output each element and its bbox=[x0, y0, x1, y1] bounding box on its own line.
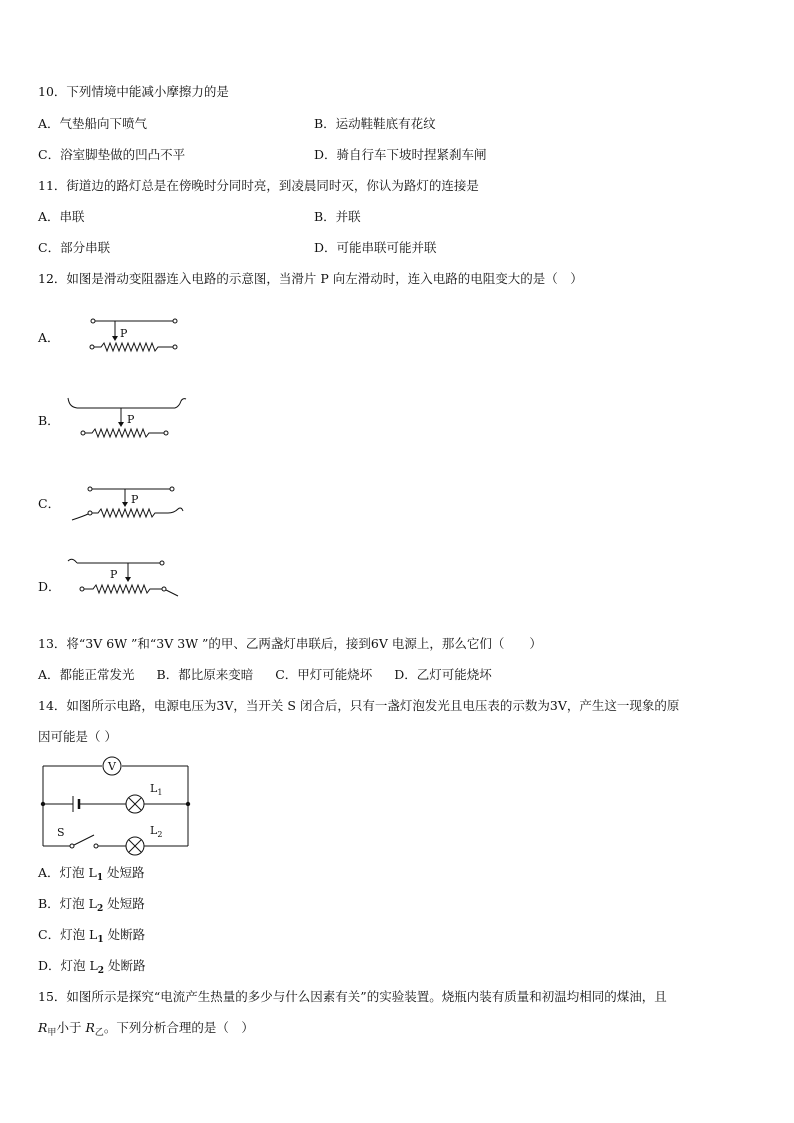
q12-rheostat-b-figure bbox=[66, 396, 191, 444]
terminal bbox=[173, 319, 177, 323]
q13-stem: 13．将“3V 6W ”和“3V 3W ”的甲、乙两盏灯串联后，接到6V 电源上，那么它们（ ） bbox=[38, 636, 542, 651]
q14-option-c[interactable]: C．灯泡 $L_1$ 处断路 bbox=[38, 927, 146, 945]
lamp-l2-label: $L_2$ bbox=[150, 824, 163, 839]
lead-wire bbox=[68, 398, 77, 408]
q14-option-d[interactable]: D．灯泡 $L_2$ 处断路 bbox=[38, 958, 146, 976]
terminal bbox=[88, 487, 92, 491]
resistor-coil bbox=[85, 429, 164, 437]
q13-options-row bbox=[38, 665, 510, 683]
voltmeter-label: V bbox=[108, 760, 116, 773]
terminal bbox=[90, 345, 94, 349]
q11-stem: 11．街道边的路灯总是在傍晚时分同时亮，到凌晨同时灭，你认为路灯的连接是 bbox=[38, 178, 479, 193]
slider-label: P bbox=[120, 327, 128, 340]
slider-arrow-head bbox=[125, 577, 131, 582]
slider-label: P bbox=[127, 413, 135, 426]
q14-option-a[interactable]: A．灯泡 $L_1$ 处短路 bbox=[38, 865, 145, 883]
terminal bbox=[80, 587, 84, 591]
slider-label: P bbox=[131, 493, 139, 506]
q12-rheostat-d-figure bbox=[66, 556, 191, 604]
resistor-coil bbox=[94, 343, 173, 351]
switch-label: S bbox=[57, 826, 65, 839]
q11-option-b[interactable]: B．并联 bbox=[314, 209, 361, 224]
r-yi-subscript: 乙 bbox=[94, 1028, 104, 1038]
q11-option-a[interactable]: A．串联 bbox=[38, 209, 85, 224]
q12-stem: 12．如图是滑动变阻器连入电路的示意图，当滑片 P 向左滑动时，连入电路的电阻变大的是（ ） bbox=[38, 271, 583, 286]
switch-contact bbox=[94, 844, 98, 848]
lead-wire bbox=[175, 399, 186, 408]
q14-circuit-diagram bbox=[38, 754, 198, 854]
q13-option-d[interactable]: D．乙灯可能烧坏 bbox=[394, 667, 492, 682]
slider-label: P bbox=[110, 568, 118, 581]
terminal bbox=[160, 561, 164, 565]
q12-option-d-label[interactable]: D． bbox=[38, 579, 61, 594]
terminal bbox=[173, 345, 177, 349]
q15-stem-line2: $R_甲$小于 $R_乙$。下列分析合理的是（ ） bbox=[38, 1020, 254, 1038]
q13-option-b[interactable]: B．都比原来变暗 bbox=[156, 667, 254, 682]
q12-rheostat-a-figure bbox=[80, 312, 190, 360]
lead-wire bbox=[166, 590, 178, 596]
terminal bbox=[164, 431, 168, 435]
lead-wire bbox=[68, 559, 77, 563]
terminal bbox=[81, 431, 85, 435]
lamp-l1-label: $L_1$ bbox=[150, 782, 163, 797]
lead-wire bbox=[168, 508, 183, 513]
terminal bbox=[170, 487, 174, 491]
q10-option-d[interactable]: D．骑自行车下坡时捏紧刹车闸 bbox=[314, 147, 487, 162]
q12-option-a-label[interactable]: A． bbox=[38, 330, 60, 345]
r-jia-symbol: R bbox=[38, 1020, 48, 1035]
q10-stem: 10．下列情境中能减小摩擦力的是 bbox=[38, 84, 229, 99]
slider-arrow-head bbox=[112, 336, 118, 341]
q12-rheostat-c-figure bbox=[70, 480, 190, 526]
q11-option-c[interactable]: C．部分串联 bbox=[38, 240, 111, 255]
q10-option-b[interactable]: B．运动鞋鞋底有花纹 bbox=[314, 116, 436, 131]
lead-wire bbox=[72, 514, 88, 520]
q12-option-c-label[interactable]: C． bbox=[38, 496, 61, 511]
switch-pivot bbox=[70, 844, 74, 848]
q11-option-d[interactable]: D．可能串联可能并联 bbox=[314, 240, 437, 255]
q14-stem-line2: 因可能是（ ） bbox=[38, 729, 117, 744]
terminal bbox=[88, 511, 92, 515]
q13-option-a[interactable]: A．都能正常发光 bbox=[38, 667, 135, 682]
slider-arrow-head bbox=[118, 422, 124, 427]
slider-arrow-head bbox=[122, 502, 128, 507]
r-jia-subscript: 甲 bbox=[47, 1028, 57, 1038]
q15-stem-line1: 15．如图所示是探究“电流产生热量的多少与什么因素有关”的实验装置。烧瓶内装有质量和初温均相同的煤油，且 bbox=[38, 989, 667, 1004]
q10-option-a[interactable]: A．气垫船向下喷气 bbox=[38, 116, 148, 131]
q10-option-c[interactable]: C．浴室脚垫做的凹凸不平 bbox=[38, 147, 186, 162]
q13-option-c[interactable]: C．甲灯可能烧坏 bbox=[275, 667, 373, 682]
terminal bbox=[162, 587, 166, 591]
switch-blade bbox=[74, 835, 94, 845]
resistor-coil bbox=[92, 509, 168, 517]
r-yi-symbol: R bbox=[85, 1020, 95, 1035]
q12-option-b-label[interactable]: B． bbox=[38, 413, 60, 428]
terminal bbox=[91, 319, 95, 323]
q14-option-b[interactable]: B．灯泡 $L_2$ 处短路 bbox=[38, 896, 145, 914]
resistor-coil bbox=[84, 585, 162, 593]
q14-stem-line1: 14．如图所示电路，电源电压为3V，当开关 S 闭合后，只有一盏灯泡发光且电压表的示数为3V，产生这一现象的原 bbox=[38, 698, 680, 713]
